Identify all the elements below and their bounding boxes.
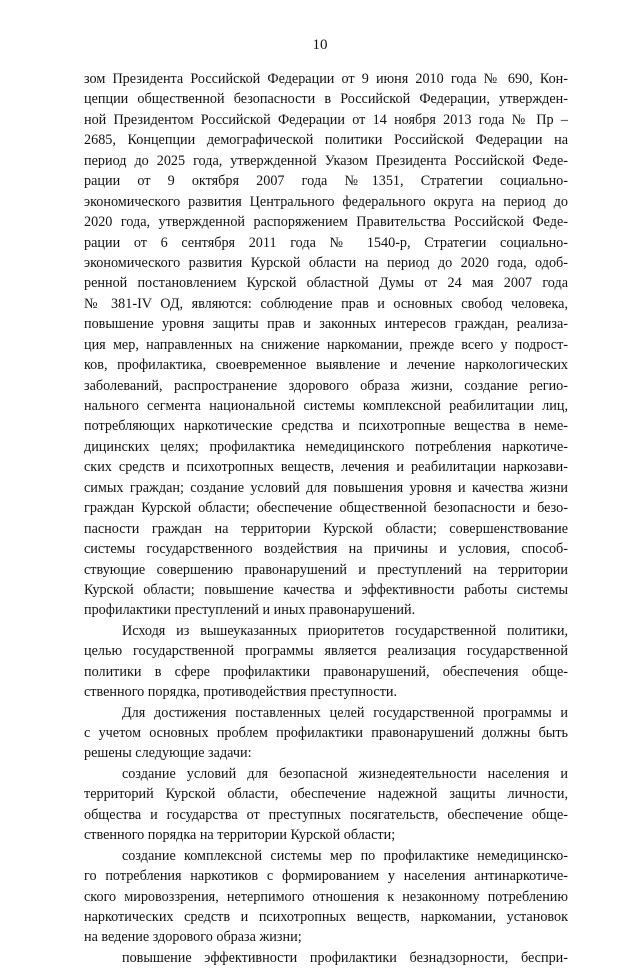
text-line: ственного порядка на территории Курской области; (84, 827, 396, 844)
text-line: 2020 года, утвержденной распоряжением Правительства Российской Феде- (84, 214, 568, 231)
text-line: ственного порядка, противодействия преступности. (84, 684, 398, 701)
text-line: повышение эффективности профилактики безнадзорности, беспри- (122, 949, 568, 966)
text-line: экономического развития Курской области на период до 2020 года, одоб- (84, 254, 568, 271)
text-line: цепции общественной безопасности в Российской Федерации, утвержден- (84, 91, 568, 108)
paragraph-p1 (84, 69, 568, 621)
text-line: граждан Курской области; обеспечение общественной безопасности и безо- (84, 500, 568, 517)
paragraph-p3 (84, 703, 568, 764)
text-line: ков, профилактика, своевременное выявление и лечение наркологических (84, 357, 568, 374)
text-line: территорий Курской области, обеспечение надежной защиты личности, (84, 786, 568, 803)
text-line: решены следующие задачи: (84, 745, 252, 762)
text-line: заболеваний, распространение здорового образа жизни, создание регио- (84, 377, 568, 394)
text-line: политики в сфере профилактики правонарушений, обеспечения обще- (84, 663, 568, 680)
text-line: на ведение здорового образа жизни; (84, 929, 302, 946)
text-line: рации от 6 сентября 2011 года № 1540-р, Стратегии социально- (84, 234, 568, 251)
text-line: ских средств и психотропных веществ, лечения и реабилитации наркозави- (84, 459, 568, 476)
text-line: целью государственной программы является реализация государственной (84, 643, 568, 660)
text-line: создание условий для безопасной жизнедеятельности населения и (122, 765, 568, 782)
text-line: профилактики преступлений и иных правонарушений. (84, 602, 416, 619)
text-line: нального сегмента национальной системы комплексной реабилитации лиц, (84, 398, 568, 414)
text-line: создание комплексной системы мер по профилактике немедицинско- (122, 847, 568, 864)
text-line: 2685, Концепции демографической политики Российской Федерации на (84, 132, 568, 149)
paragraph-p5 (84, 846, 568, 948)
text-line: наркотических средств и психотропных веществ, наркомании, установок (84, 908, 568, 925)
text-line: пасности граждан на территории Курской области; совершенствование (84, 520, 568, 537)
text-line: ствующие совершению правонарушений и преступлений на территории (84, 561, 568, 578)
text-line: с учетом основных проблем профилактики правонарушений должны быть (84, 725, 568, 741)
paragraph-p2 (84, 621, 568, 703)
page-number: 10 (312, 37, 328, 53)
text-line: ной Президентом Российской Федерации от 14 ноября 2013 года № Пр – (84, 111, 568, 128)
text-line: симых граждан; создание условий для повышения уровня и качества жизни (84, 479, 568, 496)
text-line: ского мировоззрения, нетерпимого отношения к незаконному потреблению (84, 888, 568, 905)
text-line: рации от 9 октября 2007 года №1351, Стратегии социально- (84, 173, 568, 190)
text-line: го потребления наркотиков с формированием у населения антинаркотиче- (84, 868, 568, 885)
paragraph-p6 (84, 948, 568, 968)
text-line: экономического развития Центрального федерального округа на период до (84, 193, 568, 210)
text-line: зом Президента Российской Федерации от 9 июня 2010 года № 690, Кон- (84, 71, 568, 87)
text-line: дицинских целях; профилактика немедицинского потребления наркотиче- (84, 438, 568, 455)
text-line: Исходя из вышеуказанных приоритетов государственной политики, (122, 622, 568, 639)
text-line: повышение уровня защиты прав и законных интересов граждан, реализа- (84, 316, 568, 333)
text-line: общества и государства от преступных посягательств, обеспечение обще- (84, 806, 568, 823)
text-line: ренной постановлением Курской областной Думы от 24 мая 2007 года (84, 275, 568, 292)
text-line: Курской области; повышение качества и эффективности работы системы (84, 581, 568, 598)
text-line: период до 2025 года, утвержденной Указом Президента Российской Феде- (84, 152, 568, 169)
text-line: Для достижения поставленных целей государственной программы и (122, 704, 568, 721)
text-line: № 381-IV ОД, являются: соблюдение прав и основных свобод человека, (84, 295, 568, 312)
body-text (84, 69, 568, 968)
paragraph-p4 (84, 764, 568, 846)
text-line: потребляющих наркотические средства и психотропные вещества в неме- (84, 418, 568, 435)
text-line: системы государственного воздействия на причины и условия, способ- (84, 541, 568, 558)
text-line: ция мер, направленных на снижение наркомании, прежде всего у подрост- (84, 336, 568, 353)
